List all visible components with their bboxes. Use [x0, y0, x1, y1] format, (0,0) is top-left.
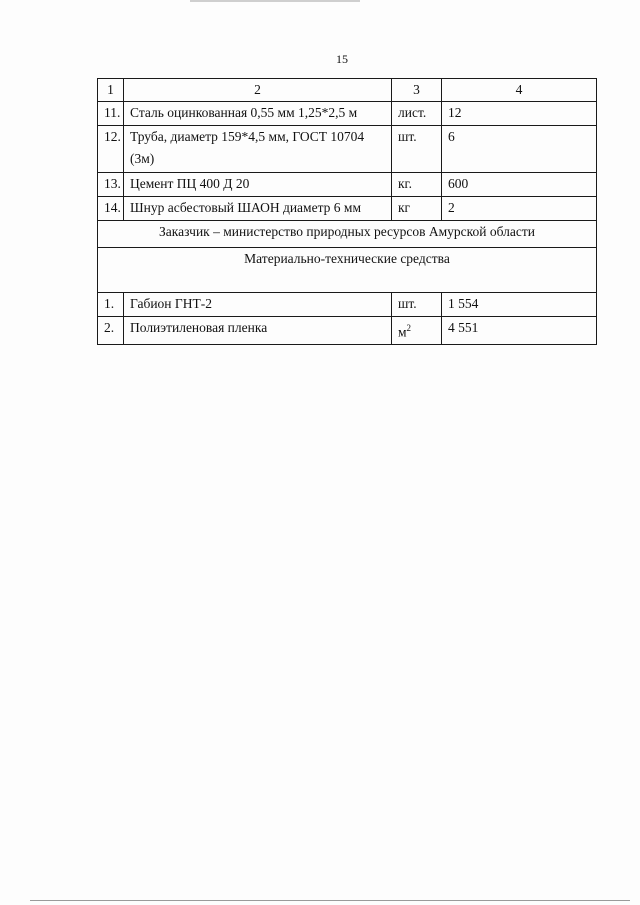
- unit-text: м: [398, 324, 407, 340]
- scan-edge-bottom: [30, 900, 630, 901]
- item-name: Габион ГНТ-2: [124, 293, 392, 317]
- item-name: Полиэтиленовая пленка: [124, 317, 392, 345]
- item-name: Цемент ПЦ 400 Д 20: [124, 173, 392, 197]
- item-quantity: 12: [442, 102, 597, 126]
- scan-edge-top: [190, 0, 360, 2]
- row-number: 11.: [98, 102, 124, 126]
- item-quantity: 4 551: [442, 317, 597, 345]
- item-name: Шнур асбестовый ШАОН диаметр 6 мм: [124, 197, 392, 221]
- customer-row: [98, 221, 597, 248]
- item-name: Труба, диаметр 159*4,5 мм, ГОСТ 10704 (3м): [124, 126, 392, 173]
- item-quantity: 2: [442, 197, 597, 221]
- table-row: [98, 102, 597, 126]
- section-title: Материально-технические средства: [98, 248, 597, 293]
- item-unit: шт.: [392, 126, 442, 173]
- item-unit: лист.: [392, 102, 442, 126]
- row-number: 14.: [98, 197, 124, 221]
- table-row: [98, 317, 597, 345]
- table-row: [98, 126, 597, 173]
- table-row: [98, 173, 597, 197]
- table-header-row: [98, 79, 597, 102]
- item-quantity: 6: [442, 126, 597, 173]
- item-name: Сталь оцинкованная 0,55 мм 1,25*2,5 м: [124, 102, 392, 126]
- item-quantity: 1 554: [442, 293, 597, 317]
- item-quantity: 600: [442, 173, 597, 197]
- table-row: [98, 197, 597, 221]
- materials-table: [97, 78, 597, 345]
- item-unit: шт.: [392, 293, 442, 317]
- item-unit: кг.: [392, 173, 442, 197]
- header-cell: 3: [392, 79, 442, 102]
- row-number: 1.: [98, 293, 124, 317]
- row-number: 2.: [98, 317, 124, 345]
- item-unit: [392, 317, 442, 345]
- header-cell: 2: [124, 79, 392, 102]
- row-number: 12.: [98, 126, 124, 173]
- table-row: [98, 293, 597, 317]
- header-cell: 4: [442, 79, 597, 102]
- unit-superscript: 2: [406, 323, 412, 333]
- page-number: 15: [336, 52, 348, 66]
- section-title-row: [98, 248, 597, 293]
- customer-line: Заказчик – министерство природных ресурсов Амурской области: [98, 221, 597, 248]
- header-cell: 1: [98, 79, 124, 102]
- row-number: 13.: [98, 173, 124, 197]
- item-unit: кг: [392, 197, 442, 221]
